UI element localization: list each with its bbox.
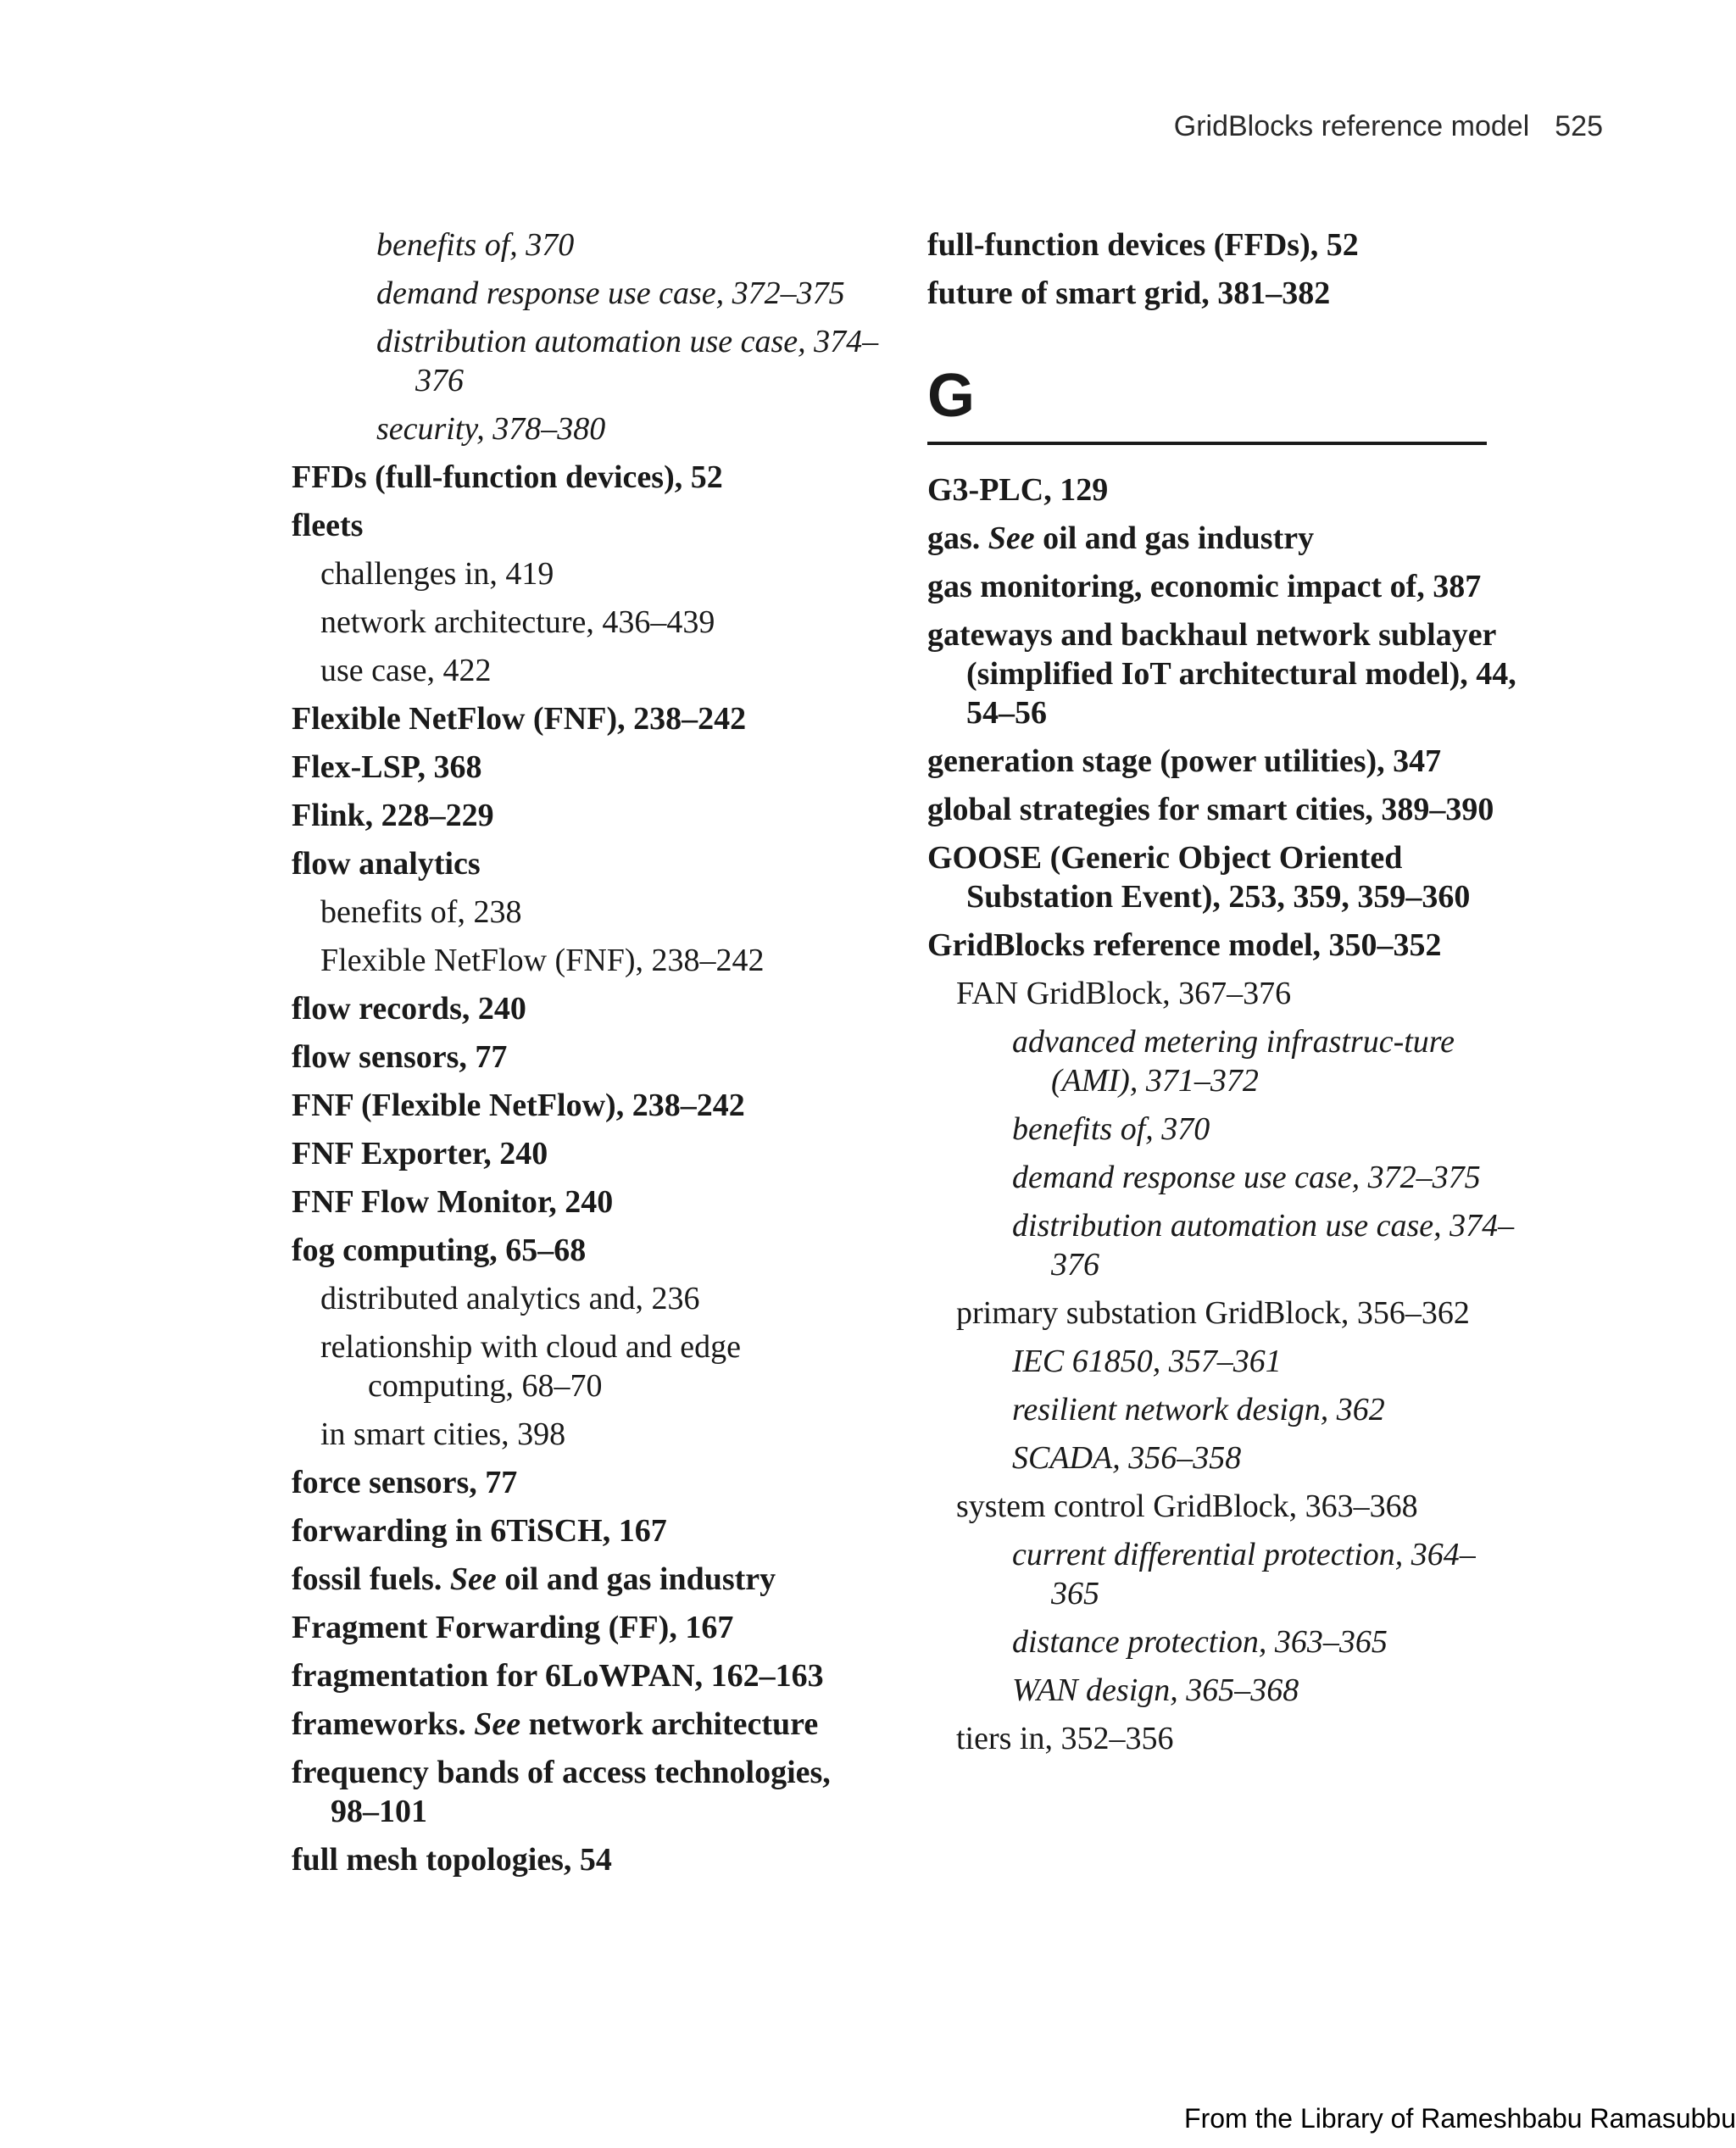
see-reference: See	[449, 1561, 497, 1597]
index-entry-text: flow sensors, 77	[292, 1039, 508, 1075]
index-entry-text: FFDs (full-function devices), 52	[292, 459, 723, 495]
index-entry-level-1	[292, 989, 885, 1028]
index-entry-text: relationship with cloud and edge computing, 68–70	[320, 1329, 741, 1404]
index-entry-text: forwarding in 6TiSCH, 167	[292, 1513, 667, 1549]
index-entry-text: benefits of, 238	[320, 894, 522, 930]
index-entry-text: distribution automation use case, 374–376	[1012, 1208, 1515, 1283]
index-entry-level-1	[927, 225, 1521, 264]
library-footer: From the Library of Rameshbabu Ramasubbu	[1184, 2103, 1736, 2134]
index-entry-level-3	[927, 1622, 1521, 1661]
see-target: oil and gas industry	[504, 1561, 776, 1597]
index-entry-text: fleets	[292, 508, 364, 543]
index-entry-text: gas.	[927, 520, 981, 556]
index-entry-text: FNF Exporter, 240	[292, 1136, 548, 1171]
see-target: network architecture	[528, 1706, 819, 1742]
index-entry-text: distributed analytics and, 236	[320, 1281, 700, 1316]
index-entry-text: GOOSE (Generic Object Oriented Substation Event), 253, 359, 359–360	[927, 840, 1471, 915]
index-entry-text: challenges in, 419	[320, 556, 554, 592]
index-entry-level-1	[292, 1608, 885, 1647]
index-entry-text: global strategies for smart cities, 389–390	[927, 792, 1494, 827]
index-entry-text: distance protection, 363–365	[1012, 1624, 1388, 1660]
running-head	[1174, 110, 1603, 143]
index-entry-text: current differential protection, 364–365	[1012, 1537, 1476, 1611]
index-entry-text: WAN design, 365–368	[1012, 1672, 1299, 1708]
index-entry-level-1	[292, 458, 885, 497]
index-entry-text: FNF (Flexible NetFlow), 238–242	[292, 1088, 745, 1123]
index-entry-text: Flex-LSP, 368	[292, 749, 482, 785]
index-entry-text: in smart cities, 398	[320, 1416, 566, 1452]
index-entry-text: GridBlocks reference model, 350–352	[927, 927, 1442, 963]
index-entry-text: fossil fuels.	[292, 1561, 442, 1597]
index-column-left	[292, 225, 885, 1889]
index-entry-level-1	[292, 796, 885, 835]
index-entry-level-2	[292, 1327, 885, 1405]
index-entry-level-1	[292, 1753, 885, 1831]
index-entry-level-2	[927, 1294, 1521, 1333]
index-entry-text: demand response use case, 372–375	[376, 275, 845, 311]
index-entry-text: Flink, 228–229	[292, 798, 494, 833]
index-entry-level-1	[292, 1183, 885, 1221]
index-entry-level-1	[927, 790, 1521, 829]
index-entry-text: generation stage (power utilities), 347	[927, 743, 1442, 779]
index-entry-level-2	[927, 974, 1521, 1013]
index-entry-text: security, 378–380	[376, 411, 606, 447]
index-entry-level-3	[927, 1390, 1521, 1429]
index-entry-level-1	[927, 615, 1521, 732]
index-entry-level-2	[927, 1719, 1521, 1758]
index-entry-level-2	[292, 651, 885, 690]
index-column-right	[927, 225, 1521, 1767]
index-entry-level-1	[292, 1560, 885, 1599]
index-entry-level-3	[927, 1535, 1521, 1613]
index-entry-text: IEC 61850, 357–361	[1012, 1344, 1282, 1379]
index-entry-level-1	[292, 1511, 885, 1550]
index-entry-text: demand response use case, 372–375	[1012, 1160, 1481, 1195]
index-entry-level-2	[292, 941, 885, 980]
index-entry-level-1	[927, 926, 1521, 965]
see-target: oil and gas industry	[1043, 520, 1315, 556]
index-entry-level-1	[927, 274, 1521, 313]
index-entry-text: benefits of, 370	[1012, 1111, 1210, 1147]
index-entry-level-3	[927, 1022, 1521, 1100]
index-entry-level-3	[927, 1158, 1521, 1197]
index-entry-text: Flexible NetFlow (FNF), 238–242	[292, 701, 747, 737]
index-entry-text: SCADA, 356–358	[1012, 1440, 1242, 1476]
index-entry-text: FNF Flow Monitor, 240	[292, 1184, 614, 1220]
index-entry-level-1	[927, 567, 1521, 606]
index-entry-level-3	[927, 1342, 1521, 1381]
index-entry-level-3	[927, 1671, 1521, 1710]
index-entry-level-1	[292, 1086, 885, 1125]
index-entry-text: full mesh topologies, 54	[292, 1842, 612, 1878]
index-entry-level-1	[292, 1134, 885, 1173]
index-entry-text: distribution automation use case, 374–376	[376, 324, 879, 398]
see-reference: See	[988, 520, 1035, 556]
section-heading: G	[927, 362, 1487, 445]
index-entry-text: force sensors, 77	[292, 1465, 518, 1500]
index-entry-level-1	[292, 699, 885, 738]
see-reference: See	[474, 1706, 521, 1742]
index-entry-level-1	[927, 470, 1521, 509]
index-entry-level-2	[292, 1279, 885, 1318]
index-entry-level-1	[927, 742, 1521, 781]
index-entry-text: full-function devices (FFDs), 52	[927, 227, 1359, 263]
index-entry-level-3	[292, 409, 885, 448]
index-entry-text: flow analytics	[292, 846, 481, 882]
index-entry-level-3	[292, 225, 885, 264]
index-entry-level-1	[292, 506, 885, 545]
running-head-title: GridBlocks reference model	[1173, 110, 1530, 142]
index-entry-text: flow records, 240	[292, 991, 526, 1027]
index-entry-level-2	[292, 603, 885, 642]
index-entry-text: gas monitoring, economic impact of, 387	[927, 569, 1482, 604]
page-number: 525	[1555, 110, 1603, 142]
index-entry-level-1	[292, 1705, 885, 1744]
index-entry-level-3	[927, 1206, 1521, 1284]
index-entry-text: Flexible NetFlow (FNF), 238–242	[320, 943, 765, 978]
index-entry-level-1	[292, 1231, 885, 1270]
index-entry-text: network architecture, 436–439	[320, 604, 715, 640]
index-entry-level-2	[927, 1487, 1521, 1526]
index-entry-level-1	[927, 838, 1521, 916]
index-entry-text: frameworks.	[292, 1706, 466, 1742]
index-entry-text: FAN GridBlock, 367–376	[956, 976, 1292, 1011]
index-entry-level-2	[292, 1415, 885, 1454]
index-entry-text: frequency bands of access technologies, 98–101	[292, 1755, 831, 1829]
index-entry-level-1	[292, 1840, 885, 1879]
index-entry-level-3	[292, 322, 885, 400]
index-entry-text: benefits of, 370	[376, 227, 575, 263]
index-entry-level-2	[292, 554, 885, 593]
index-entry-level-1	[292, 1038, 885, 1077]
index-entry-text: advanced metering infrastruc-ture (AMI), 371–372	[1012, 1024, 1455, 1099]
index-entry-level-2	[292, 893, 885, 932]
index-entry-text: G3-PLC, 129	[927, 472, 1109, 508]
index-entry-text: resilient network design, 362	[1012, 1392, 1385, 1427]
index-entry-level-1	[292, 748, 885, 787]
index-entry-level-3	[927, 1110, 1521, 1149]
index-entry-text: system control GridBlock, 363–368	[956, 1489, 1418, 1524]
index-entry-level-1	[292, 1656, 885, 1695]
index-entry-level-3	[927, 1438, 1521, 1477]
index-entry-text: fragmentation for 6LoWPAN, 162–163	[292, 1658, 824, 1694]
index-entry-text: fog computing, 65–68	[292, 1233, 587, 1268]
index-entry-text: tiers in, 352–356	[956, 1721, 1174, 1756]
index-entry-level-1	[292, 844, 885, 883]
index-entry-text: Fragment Forwarding (FF), 167	[292, 1610, 734, 1645]
index-entry-level-3	[292, 274, 885, 313]
index-entry-text: use case, 422	[320, 653, 492, 688]
index-entry-level-1	[927, 519, 1521, 558]
index-entry-level-1	[292, 1463, 885, 1502]
index-entry-text: gateways and backhaul network sublayer (simplified IoT architectural model), 44, 54–56	[927, 617, 1516, 731]
index-entry-text: future of smart grid, 381–382	[927, 275, 1331, 311]
index-entry-text: primary substation GridBlock, 356–362	[956, 1295, 1470, 1331]
